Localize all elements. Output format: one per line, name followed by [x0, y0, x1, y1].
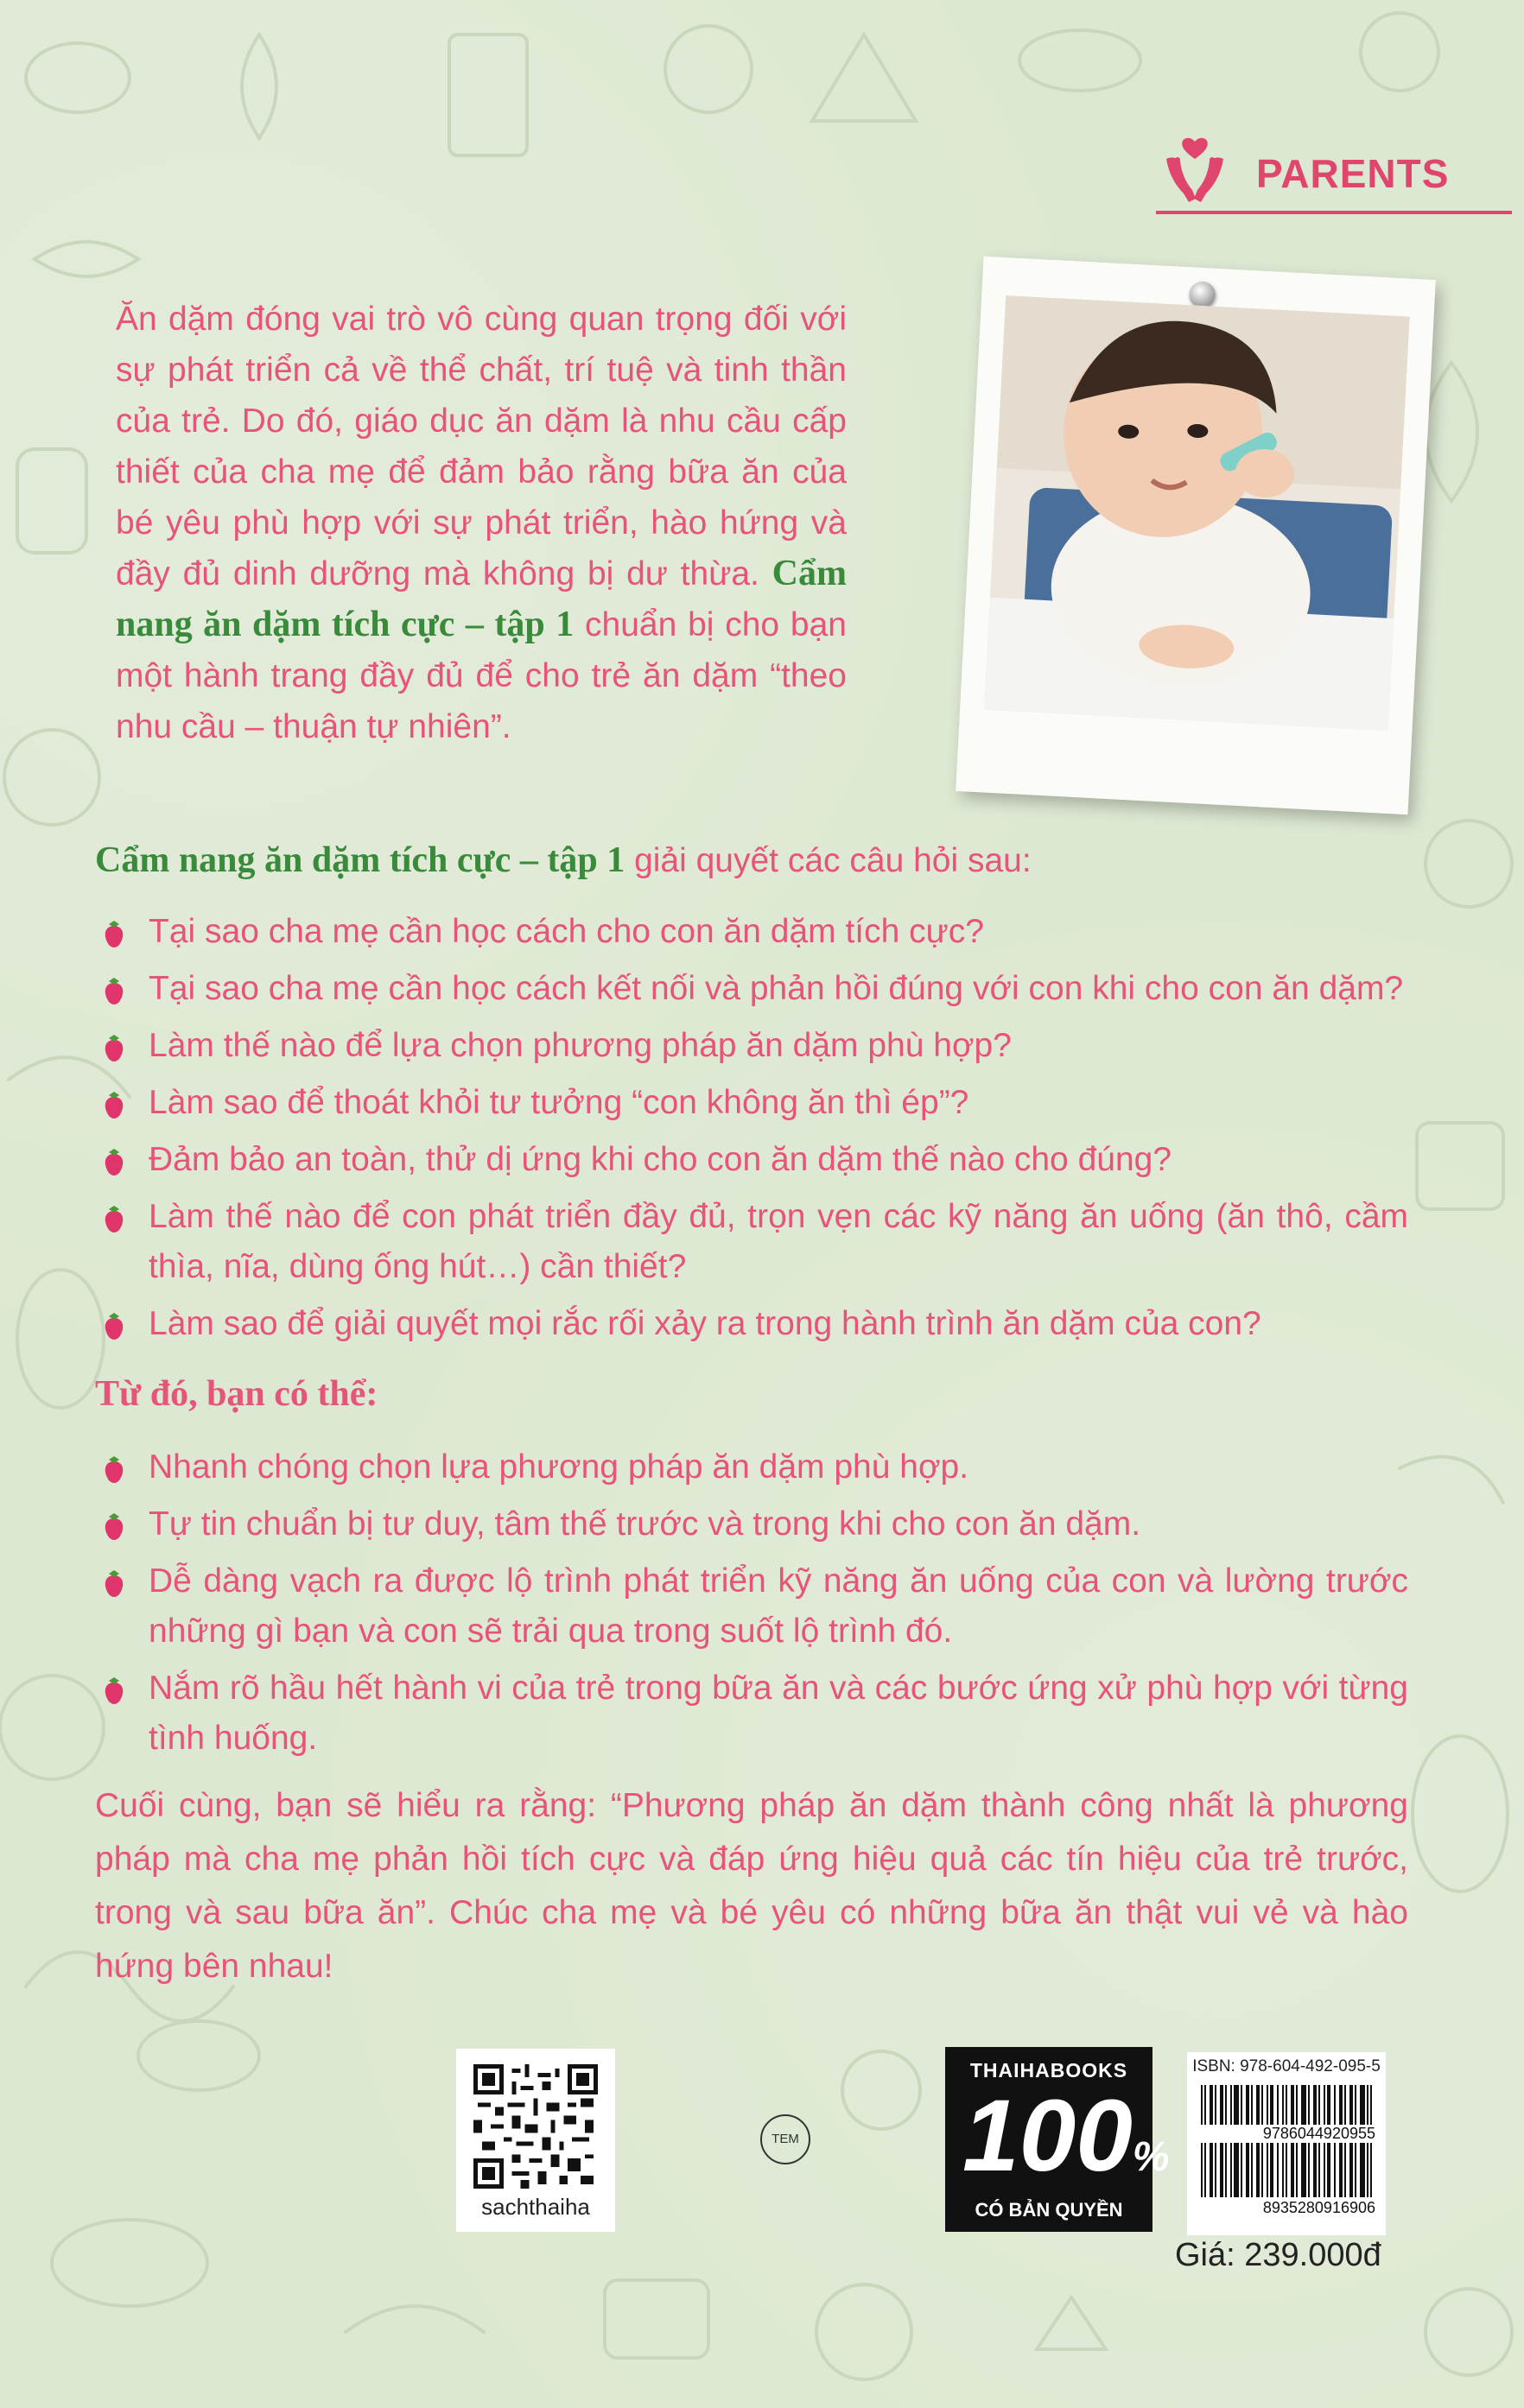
list-item-text: Tự tin chuẩn bị tư duy, tâm thế trước và trong khi cho con ăn dặm. [149, 1505, 1141, 1543]
strawberry-icon [102, 1454, 126, 1484]
hands-heart-icon [1158, 133, 1232, 207]
barcode-number-bottom: 8935280916906 [1262, 2199, 1375, 2216]
pin-icon [1189, 281, 1216, 308]
badge-number-value: 100 [962, 2079, 1133, 2193]
parents-brand-header [1156, 130, 1512, 212]
qr-label: sachthaiha [481, 2194, 590, 2220]
list-item-text: Đảm bảo an toàn, thử dị ứng khi cho con ăn dặm thế nào cho đúng? [149, 1141, 1172, 1178]
badge-percent: % [1132, 2134, 1170, 2180]
list-item-text: Nắm rõ hầu hết hành vi của trẻ trong bữa ăn và các bước ứng xử phù hợp với từng tình huống. [149, 1670, 1408, 1757]
badge-caption: CÓ BẢN QUYỀN [975, 2199, 1123, 2221]
strawberry-icon [102, 1311, 126, 1340]
closing-paragraph: Cuối cùng, bạn sẽ hiểu ra rằng: “Phương pháp ăn dặm thành công nhất là phương pháp mà cha mẹ phản hồi tích cực và đáp ứng hiệu quả các tín hiệu của trẻ trước, trong và sau bữa ăn”. Chúc cha mẹ và bé yêu có những bữa ăn thật vui vẻ và hào hứng bên nhau! [95, 1787, 1408, 1985]
takeaways-list [95, 1442, 1408, 1771]
strawberry-icon [102, 919, 126, 948]
list-item-text: Làm thế nào để con phát triển đầy đủ, trọn vẹn các kỹ năng ăn uống (ăn thô, cầm thìa, nĩa, dùng ống hút…) cần thiết? [149, 1198, 1408, 1285]
barcode-number-top: 9786044920955 [1199, 2125, 1379, 2143]
baby-eating-image [984, 295, 1409, 731]
isbn-barcode-block [1187, 2052, 1386, 2235]
strawberry-icon [102, 1568, 126, 1598]
intro-text-before: Ăn dặm đóng vai trò vô cùng quan trọng đối với sự phát triển cả về thể chất, trí tuệ và tinh thần của trẻ. Do đó, giáo dục ăn dặm là nhu cầu cấp thiết của cha mẹ để đảm bảo rằng bữa ăn của bé yêu phù hợp với sự phát triển, hào hứng và đầy đủ dinh dưỡng mà không bị dư thừa. [116, 301, 847, 592]
intro-text-after: chuẩn bị cho bạn một hành trang đầy đủ để cho trẻ ăn dặm “theo nhu cầu – thuận tự nhiên”. [116, 606, 847, 745]
intro-book-title: Cẩm nang ăn dặm tích cực – tập 1 [116, 554, 847, 644]
list-item-text: Làm thế nào để lựa chọn phương pháp ăn dặm phù hợp? [149, 1027, 1012, 1064]
isbn-label: ISBN: 978-604-492-095-5 [1192, 2057, 1381, 2075]
strawberry-icon [102, 1033, 126, 1062]
list-item [95, 1442, 1408, 1492]
list-item-text: Dễ dàng vạch ra được lộ trình phát triển kỹ năng ăn uống của con và lường trước những gì bạn và con sẽ trải qua trong suốt lộ trình đó. [149, 1562, 1408, 1650]
intro-paragraph [116, 294, 847, 752]
badge-publisher: THAIHABOOKS [969, 2059, 1128, 2082]
badge-number [962, 2079, 1170, 2214]
list-item [95, 1078, 1408, 1128]
questions-list [95, 907, 1408, 1356]
list-item [95, 1299, 1408, 1349]
takeaways-heading: Từ đó, bạn có thể: [95, 1374, 378, 1414]
tem-stamp: TEM [760, 2114, 810, 2164]
list-item-text: Làm sao để thoát khỏi tư tưởng “con không ăn thì ép”? [149, 1084, 969, 1121]
list-item [95, 907, 1408, 957]
list-item [95, 1663, 1408, 1764]
list-item [95, 1135, 1408, 1185]
brand-name: PARENTS [1256, 151, 1450, 196]
questions-heading-rest: giải quyết các câu hỏi sau: [625, 842, 1032, 879]
strawberry-icon [102, 1511, 126, 1541]
list-item [95, 1499, 1408, 1549]
list-item [95, 1021, 1408, 1071]
list-item [95, 1556, 1408, 1657]
list-item [95, 964, 1408, 1014]
price-label: Giá: 239.000đ [1175, 2237, 1381, 2273]
list-item [95, 1192, 1408, 1292]
qr-code-icon [473, 2064, 598, 2189]
qr-code-block[interactable] [456, 2049, 615, 2232]
list-item-text: Nhanh chóng chọn lựa phương pháp ăn dặm phù hợp. [149, 1448, 969, 1486]
brand-underline [1156, 211, 1512, 214]
questions-heading [95, 840, 1408, 881]
strawberry-icon [102, 1090, 126, 1119]
list-item-text: Tại sao cha mẹ cần học cách cho con ăn dặm tích cực? [149, 913, 984, 950]
questions-book-title: Cẩm nang ăn dặm tích cực – tập 1 [95, 840, 625, 880]
strawberry-icon [102, 1676, 126, 1705]
strawberry-icon [102, 1147, 126, 1176]
thaihabooks-copyright-badge [945, 2047, 1170, 2232]
baby-polaroid-photo [956, 257, 1436, 815]
list-item-text: Tại sao cha mẹ cần học cách kết nối và phản hồi đúng với con khi cho con ăn dặm? [149, 970, 1404, 1007]
strawberry-icon [102, 1204, 126, 1233]
strawberry-icon [102, 976, 126, 1005]
list-item-text: Làm sao để giải quyết mọi rắc rối xảy ra trong hành trình ăn dặm của con? [149, 1305, 1261, 1342]
